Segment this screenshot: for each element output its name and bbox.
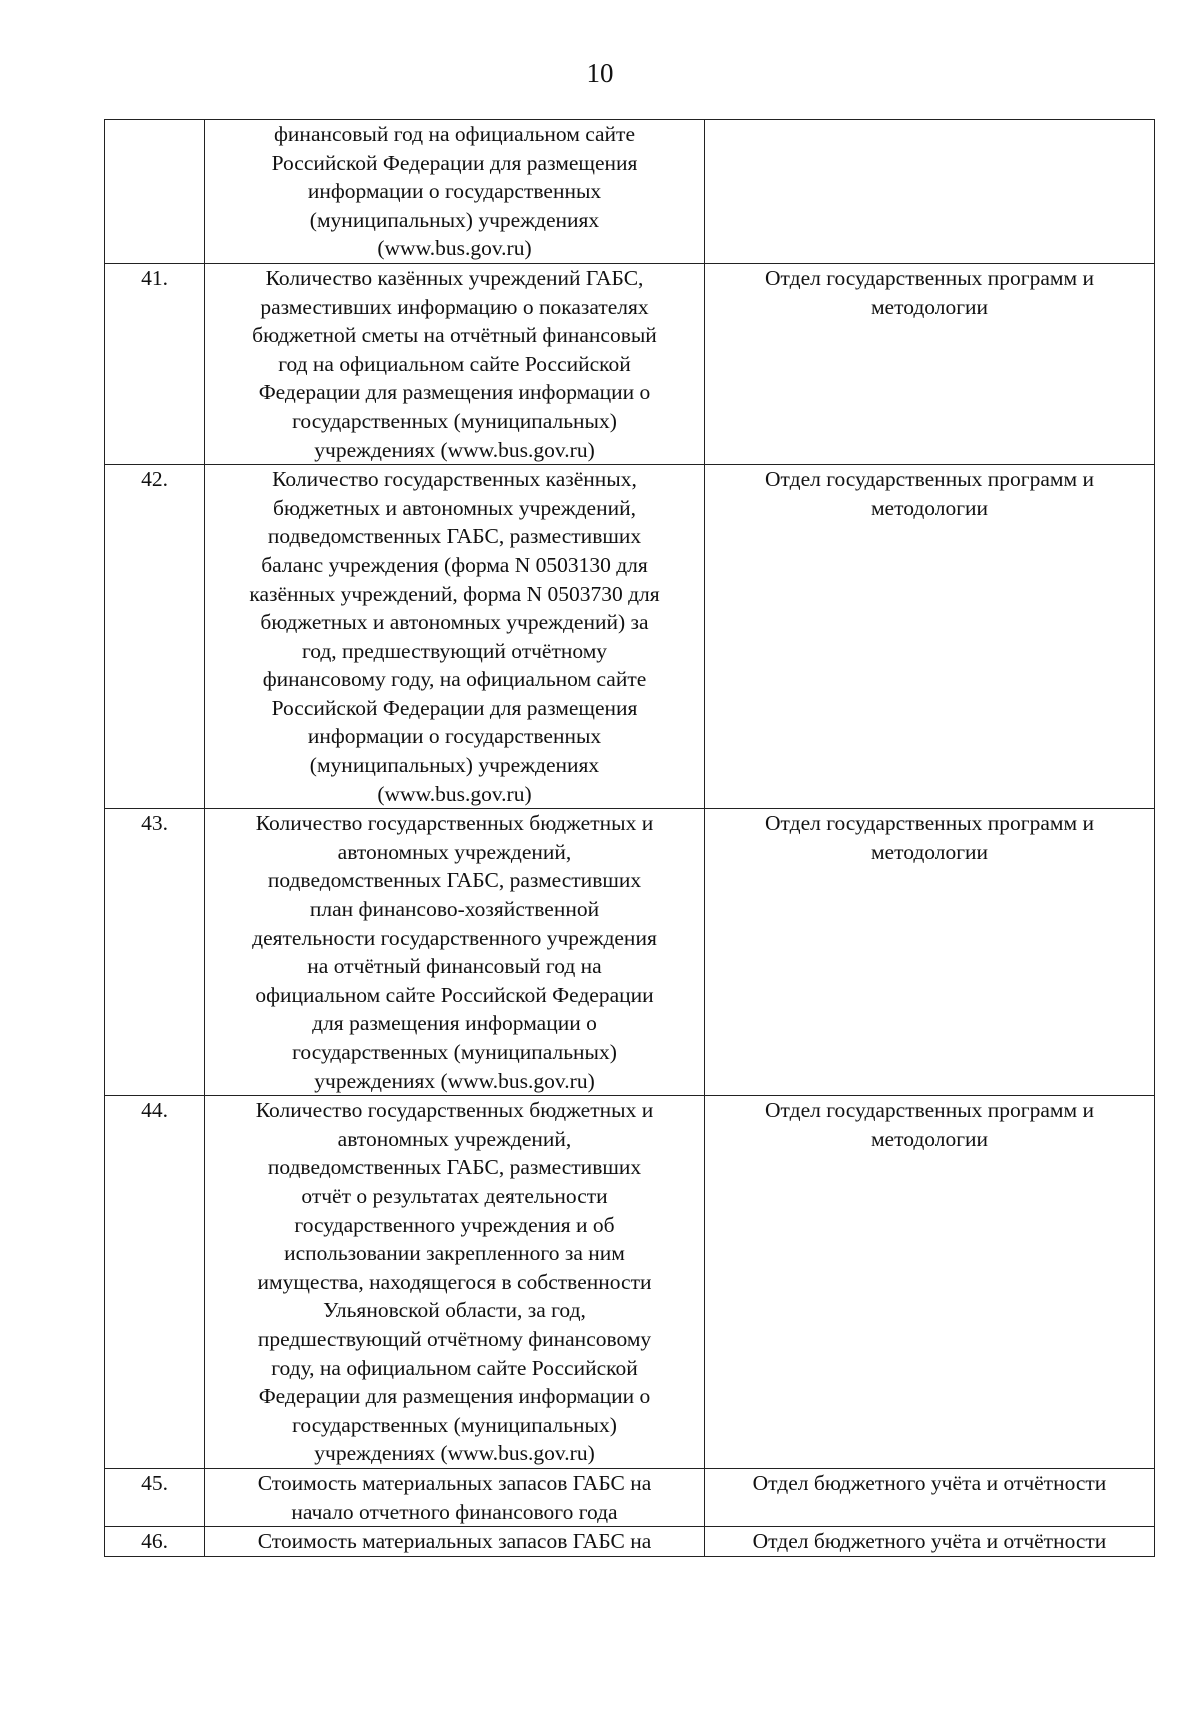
indicator-name-line: (www.bus.gov.ru) — [377, 781, 532, 806]
indicator-name-line: баланс учреждения (форма N 0503130 для — [261, 552, 648, 577]
indicator-name-line: бюджетных и автономных учреждений, — [273, 495, 636, 520]
indicator-name-line: Ульяновской области, за год, — [323, 1298, 586, 1323]
responsible-department-line: методологии — [870, 1126, 989, 1151]
row-number-cell: 45. — [105, 1468, 205, 1526]
row-number-cell — [105, 120, 205, 264]
table-row — [105, 465, 1155, 809]
indicator-name-line: Федерации для размещения информации о — [258, 380, 651, 405]
responsible-department-line: Отдел государственных программ и — [765, 1098, 1094, 1123]
responsible-department-cell — [705, 1468, 1155, 1526]
responsible-department-line: Отдел государственных программ и — [765, 467, 1094, 492]
table-row — [105, 809, 1155, 1096]
indicator-name-line: государственного учреждения и об — [294, 1212, 615, 1237]
indicator-name-line: деятельности государственного учреждения — [252, 925, 657, 950]
table-body — [105, 120, 1155, 1557]
responsible-department-cell — [705, 120, 1155, 264]
table-row — [105, 120, 1155, 264]
indicator-name-line: году, на официальном сайте Российской — [271, 1355, 638, 1380]
indicator-name-line: Количество государственных казённых, — [272, 467, 637, 492]
row-number-cell: 43. — [105, 809, 205, 1096]
indicator-name-line: Федерации для размещения информации о — [258, 1384, 651, 1409]
responsible-department-line: методологии — [870, 294, 989, 319]
indicator-name-line: учреждениях (www.bus.gov.ru) — [314, 1441, 595, 1466]
table-row — [105, 1096, 1155, 1469]
row-number-cell: 41. — [105, 263, 205, 464]
indicator-name-line: государственных (муниципальных) — [292, 408, 617, 433]
responsible-department-cell — [705, 465, 1155, 809]
indicator-name-line: год, предшествующий отчётному — [301, 638, 608, 663]
indicator-name-line: Количество государственных бюджетных и — [255, 811, 654, 836]
indicator-name-line: подведомственных ГАБС, разместивших — [267, 868, 642, 893]
indicator-name-line: учреждениях (www.bus.gov.ru) — [314, 437, 595, 462]
indicator-name-line: отчёт о результатах деятельности — [301, 1183, 608, 1208]
indicator-name-line: автономных учреждений, — [337, 839, 572, 864]
responsible-department-line: методологии — [870, 495, 989, 520]
indicator-name-line: автономных учреждений, — [337, 1126, 572, 1151]
indicator-name-cell — [205, 465, 705, 809]
indicator-name-line: Стоимость материальных запасов ГАБС на — [257, 1470, 652, 1495]
table-row — [105, 1468, 1155, 1526]
indicator-name-cell — [205, 1527, 705, 1557]
indicator-name-cell — [205, 1096, 705, 1469]
indicator-name-line: бюджетной сметы на отчётный финансовый — [252, 323, 657, 348]
indicator-name-line: официальном сайте Российской Федерации — [255, 982, 654, 1007]
indicators-table — [104, 119, 1155, 1557]
responsible-department-line: Отдел бюджетного учёта и отчётности — [752, 1470, 1107, 1495]
table-row — [105, 1527, 1155, 1557]
indicator-name-line: (www.bus.gov.ru) — [377, 236, 532, 261]
indicator-name-cell — [205, 120, 705, 264]
indicator-name-line: имущества, находящегося в собственности — [257, 1269, 652, 1294]
responsible-department-cell — [705, 1096, 1155, 1469]
indicator-name-line: Российской Федерации для размещения — [271, 150, 638, 175]
indicator-name-line: (муниципальных) учреждениях — [309, 753, 600, 778]
indicator-name-line: финансовому году, на официальном сайте — [262, 667, 647, 692]
indicator-name-cell — [205, 263, 705, 464]
indicator-name-line: информации о государственных — [307, 179, 602, 204]
indicator-name-line: Количество казённых учреждений ГАБС, — [265, 265, 644, 290]
responsible-department-line: методологии — [870, 839, 989, 864]
indicator-name-line: на отчётный финансовый год на — [307, 954, 602, 979]
row-number-cell: 42. — [105, 465, 205, 809]
responsible-department-cell — [705, 809, 1155, 1096]
indicator-name-line: план финансово-хозяйственной — [309, 897, 600, 922]
row-number-cell: 46. — [105, 1527, 205, 1557]
indicator-name-line: начало отчетного финансового года — [291, 1499, 618, 1524]
indicator-name-line: использовании закрепленного за ним — [284, 1241, 625, 1266]
indicator-name-line: бюджетных и автономных учреждений) за — [260, 610, 649, 635]
indicator-name-line: Российской Федерации для размещения — [271, 695, 638, 720]
indicator-name-line: финансовый год на официальном сайте — [274, 122, 635, 146]
indicator-name-line: разместивших информацию о показателях — [260, 294, 649, 319]
indicator-name-line: информации о государственных — [307, 724, 602, 749]
page-number: 10 — [586, 58, 614, 88]
indicator-name-line: учреждениях (www.bus.gov.ru) — [314, 1068, 595, 1093]
indicator-name-line: казённых учреждений, форма N 0503730 для — [249, 581, 660, 606]
indicator-name-cell — [205, 1468, 705, 1526]
indicator-name-line: для размещения информации о — [312, 1011, 597, 1036]
indicator-name-line: государственных (муниципальных) — [292, 1412, 617, 1437]
indicator-name-cell — [205, 809, 705, 1096]
responsible-department-line: Отдел государственных программ и — [765, 265, 1094, 290]
indicator-name-line: Количество государственных бюджетных и — [255, 1098, 654, 1123]
indicator-name-line: подведомственных ГАБС, разместивших — [267, 1155, 642, 1180]
indicator-name-line: Стоимость материальных запасов ГАБС на — [257, 1529, 652, 1554]
indicator-name-line: (муниципальных) учреждениях — [309, 207, 600, 232]
indicator-name-line: предшествующий отчётному финансовому — [257, 1326, 652, 1351]
indicator-name-line: год на официальном сайте Российской — [278, 351, 631, 376]
responsible-department-cell — [705, 1527, 1155, 1557]
responsible-department-line: Отдел государственных программ и — [765, 811, 1094, 836]
indicator-name-line: государственных (муниципальных) — [292, 1040, 617, 1064]
row-number-cell: 44. — [105, 1096, 205, 1469]
table-row — [105, 263, 1155, 464]
indicator-name-line: подведомственных ГАБС, разместивших — [267, 524, 642, 549]
responsible-department-cell — [705, 263, 1155, 464]
responsible-department-line: Отдел бюджетного учёта и отчётности — [752, 1529, 1107, 1554]
